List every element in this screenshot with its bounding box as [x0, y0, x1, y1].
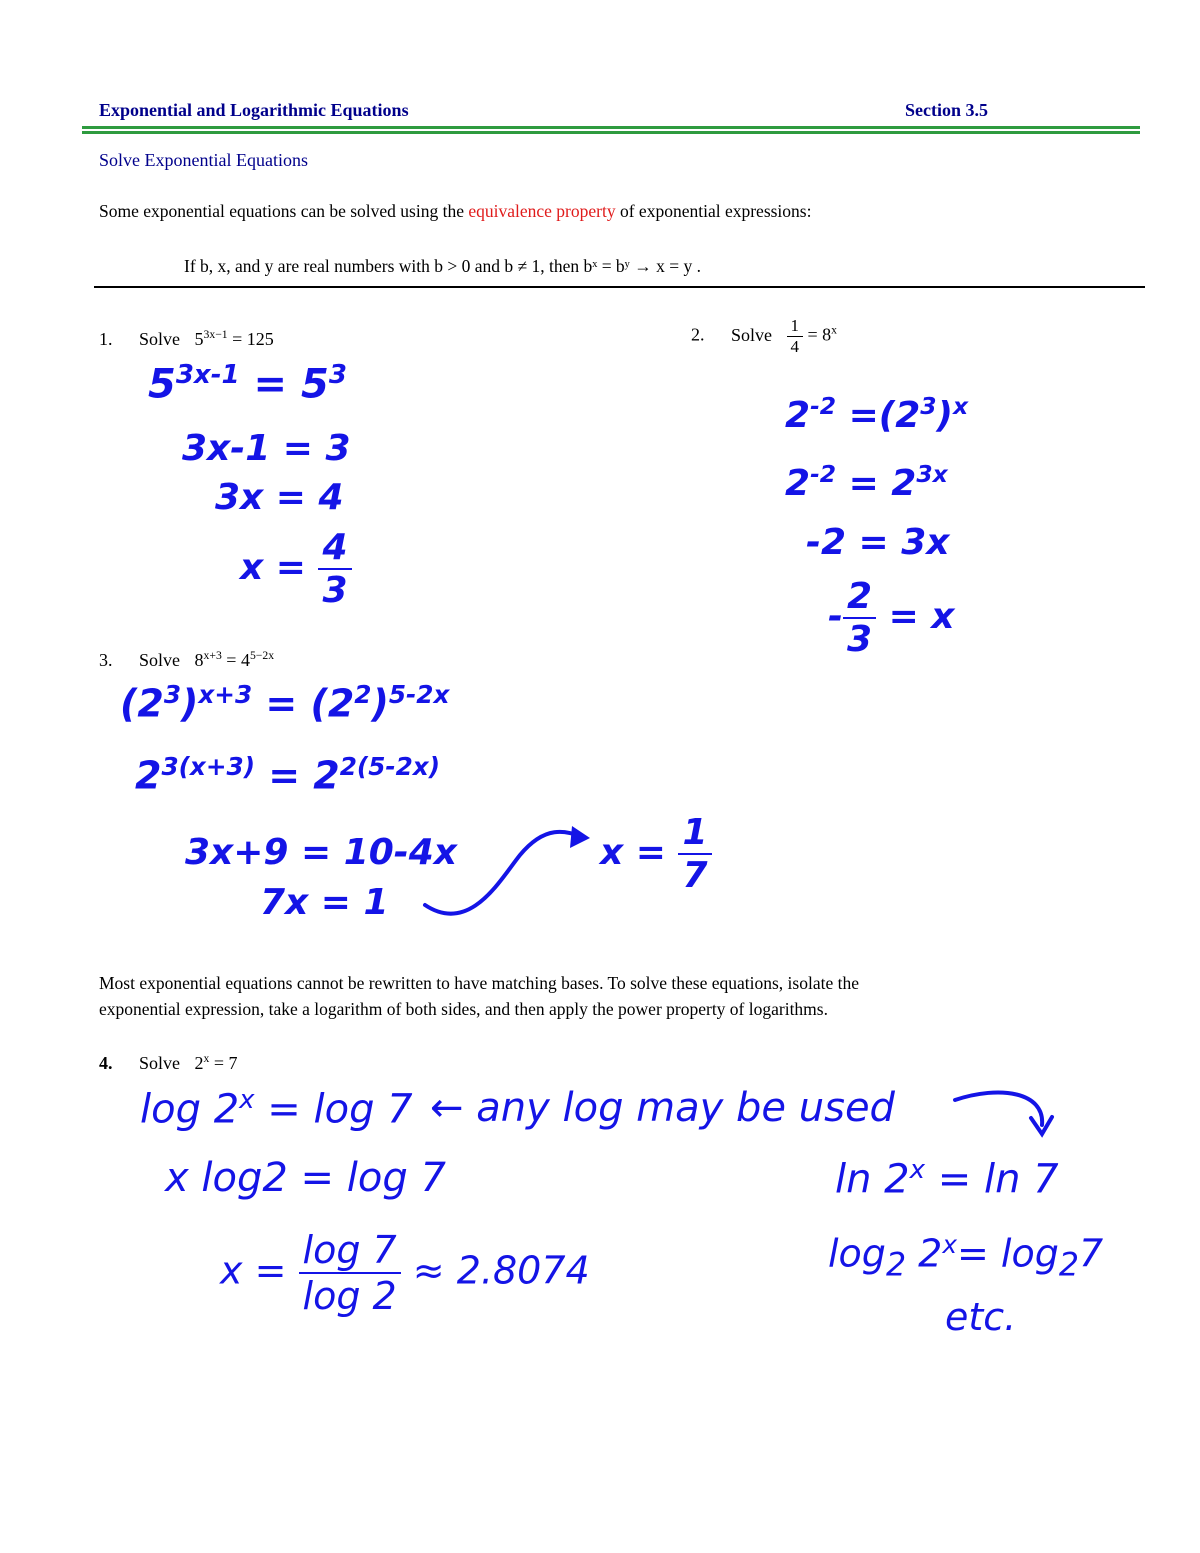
hw-text: 5 [148, 361, 176, 408]
problem-label: Solve [139, 650, 181, 670]
p4-alt-etc: etc. [945, 1295, 1017, 1339]
hw-exp: 5-2x [388, 680, 450, 709]
equation-exponent: x+3 [203, 649, 222, 662]
problem-label: Solve [139, 1053, 181, 1073]
hw-den: log 2 [302, 1274, 397, 1318]
equation-exponent: x [203, 1052, 210, 1065]
p1-work-line-2: 3x-1 = 3 [182, 428, 351, 469]
hw-text: ≈ 2.8074 [412, 1248, 590, 1293]
hw-text: = ln 7 [937, 1156, 1059, 1203]
p3-work-line-3: 3x+9 = 10-4x [185, 832, 458, 873]
equation-base: 8 [194, 650, 204, 670]
hw-exp: -2 [810, 460, 837, 488]
hw-text: x = [600, 832, 666, 873]
hw-exp: 3(x+3) [161, 752, 255, 781]
equation-rhs: = 7 [213, 1053, 238, 1073]
hw-exp: x [239, 1085, 255, 1115]
hw-text: = [268, 753, 301, 798]
hw-text: log [828, 1231, 886, 1276]
hw-text: 5 [300, 361, 329, 408]
hw-text: (2 [310, 681, 355, 726]
hw-text: x = [220, 1248, 287, 1293]
equation-rhs: = 4 [226, 650, 250, 670]
intro-text-before: Some exponential equations can be solved using the [99, 201, 469, 221]
hw-text: x = [240, 547, 306, 588]
hw-text: = x [888, 596, 955, 637]
problem-number: 3. [99, 650, 113, 670]
hw-num: 4 [318, 527, 351, 570]
hw-sub: 2 [1058, 1247, 1079, 1284]
hw-text: 7 [1079, 1231, 1104, 1276]
hw-text: ) [936, 395, 953, 436]
equation-base: 2 [194, 1053, 204, 1073]
hw-num: 1 [678, 812, 711, 855]
equation-exponent: 3x−1 [203, 328, 228, 341]
hw-num: log 7 [299, 1228, 401, 1274]
curved-arrow-right-icon [955, 1092, 1042, 1125]
hw-exp: 3 [328, 360, 347, 390]
arrowhead-icon [570, 826, 590, 848]
hw-text: = log [956, 1231, 1059, 1276]
hw-text: 2 [135, 753, 162, 798]
problem-label: Solve [139, 329, 181, 349]
hw-exp: 3 [163, 680, 181, 709]
problem-number: 4. [99, 1053, 113, 1073]
equation-exponent: 5−2x [249, 649, 275, 662]
hw-den: 3 [322, 570, 348, 611]
hw-exp: 2 [354, 680, 372, 709]
subheading: Solve Exponential Equations [99, 150, 308, 170]
hw-text: = [253, 361, 288, 408]
p4-work-line-2: x log2 = log 7 [165, 1155, 446, 1201]
hw-exp: x+3 [198, 680, 253, 709]
equation-rhs: = 8 [807, 324, 832, 345]
hw-den: 3 [846, 619, 873, 660]
hw-text: (2 [120, 681, 164, 726]
hw-text: = log 7 [267, 1086, 413, 1133]
equation-base: 5 [194, 329, 204, 349]
hw-num: 2 [843, 576, 876, 619]
hw-text: 2 [785, 395, 811, 436]
page-title: Exponential and Logarithmic Equations [99, 100, 409, 120]
hw-text: ln 2 [835, 1156, 910, 1203]
problem-label: Solve [731, 324, 773, 345]
hw-den: 7 [682, 855, 708, 896]
hw-text: = 2 [848, 463, 917, 504]
method-paragraph-line-1: Most exponential equations cannot be rewritten to have matching bases. To solve these equations, isolate the [99, 973, 859, 993]
hw-exp: 3x [916, 460, 948, 488]
hw-text: 2 [785, 463, 811, 504]
hw-text: = [265, 681, 298, 726]
hw-text: 2 [906, 1231, 943, 1276]
equivalence-property: If b, x, and y are real numbers with b > 0 and b ≠ 1, then bˣ = bʸ → x = y . [184, 256, 702, 276]
hw-text: ) [181, 681, 199, 726]
p3-work-line-4: 7x = 1 [260, 882, 389, 923]
hw-exp: 3x-1 [175, 360, 240, 390]
hw-text: log 2 [140, 1086, 240, 1133]
hw-text: =(2 [848, 395, 921, 436]
p4-note: ← any log may be used [430, 1085, 895, 1131]
hw-sub: 2 [885, 1247, 907, 1284]
equation-exponent: x [831, 323, 838, 337]
hw-text: 2 [313, 753, 340, 798]
arrow-to-answer-icon [425, 832, 585, 914]
hw-exp: x [953, 392, 969, 420]
problem-number: 2. [691, 324, 705, 345]
problem-number: 1. [99, 329, 113, 349]
section-label: Section 3.5 [905, 100, 988, 120]
hw-exp: -2 [810, 392, 837, 420]
hw-exp: 2(5-2x) [339, 752, 441, 781]
hw-exp: 3 [920, 392, 937, 420]
equation-rhs: = 125 [232, 329, 274, 349]
p1-work-line-3: 3x = 4 [215, 477, 344, 518]
intro-highlight: equivalence property [468, 201, 616, 221]
p2-work-line-3: -2 = 3x [806, 522, 950, 563]
method-paragraph-line-2: exponential expression, take a logarithm of both sides, and then apply the power property of logarithms. [99, 999, 828, 1019]
intro-text-after: of exponential expressions: [615, 201, 812, 221]
hw-text: - [828, 596, 843, 637]
hw-text: ) [371, 681, 389, 726]
frac-num: 1 [787, 316, 804, 337]
hw-exp: x [942, 1230, 957, 1259]
hw-exp: x [909, 1155, 926, 1185]
frac-den: 4 [790, 337, 800, 356]
